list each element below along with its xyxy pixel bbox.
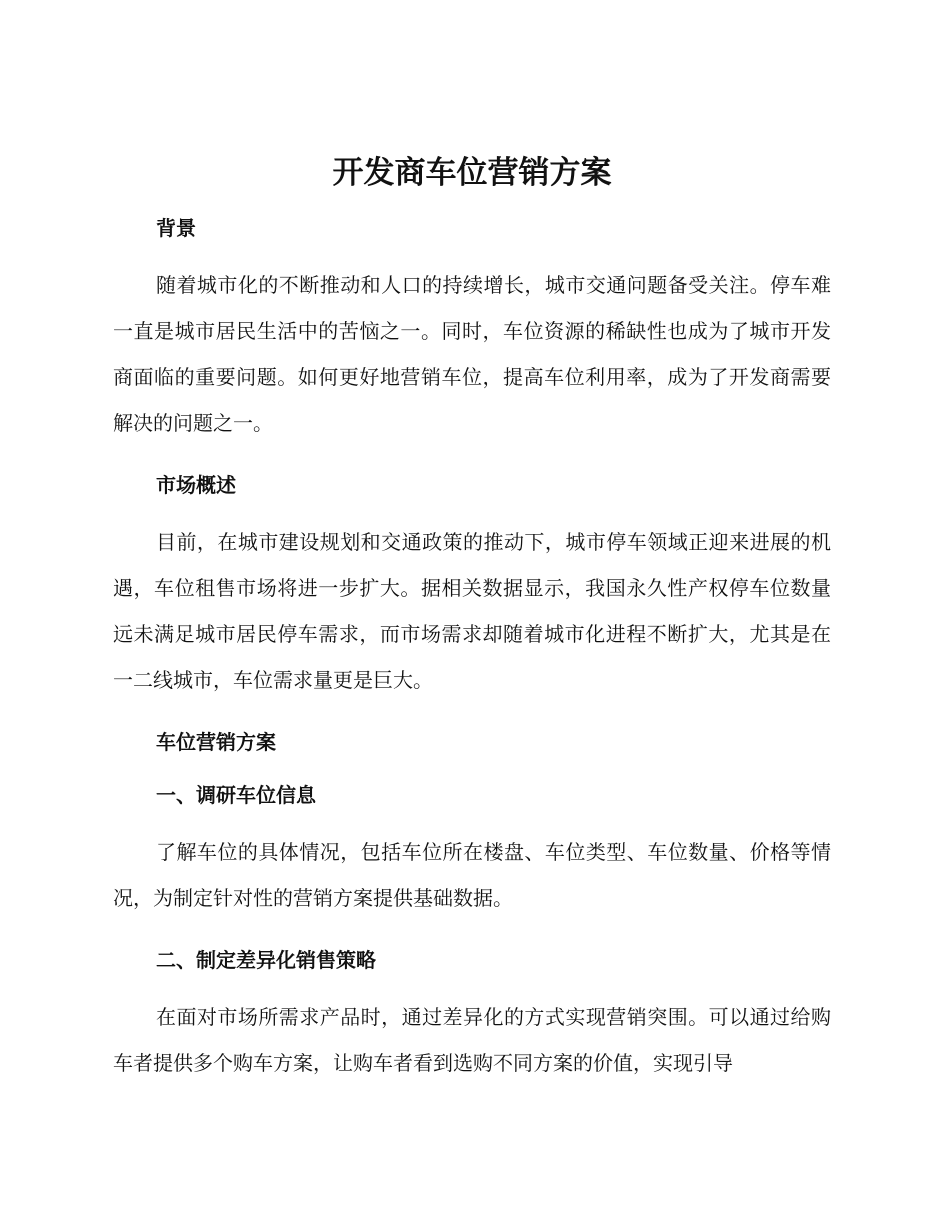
paragraph-background: 随着城市化的不断推动和人口的持续增长，城市交通问题备受关注。停车难一直是城市居民生活中的苦恼之一。同时，车位资源的稀缺性也成为了城市开发商面临的重要问题。如何更好地营销车位，提高车位利用率，成为了开发商需要解决的问题之一。 [113,273,831,435]
spacer [113,756,831,781]
spacer [113,446,831,471]
section-heading-marketing-plan: 车位营销方案 [156,730,276,754]
section-heading-research: 一、调研车位信息 [156,783,316,807]
spacer [113,921,831,946]
paragraph-research: 了解车位的具体情况，包括车位所在楼盘、车位类型、车位数量、价格等情况，为制定针对性的营销方案提供基础数据。 [113,840,831,910]
spacer [113,703,831,728]
document-content [113,152,831,1086]
document-title: 开发商车位营销方案 [332,155,612,191]
section-heading-differentiation: 二、制定差异化销售策略 [156,948,376,972]
spacer [113,499,831,519]
paragraph-differentiation: 在面对市场所需求产品时，通过差异化的方式实现营销突围。可以通过给购车者提供多个购车方案，让购车者看到选购不同方案的价值，实现引导 [113,1005,831,1075]
spacer [113,974,831,994]
section-heading-background: 背景 [156,216,196,240]
section-heading-market-overview: 市场概述 [156,473,236,497]
paragraph-market-overview: 目前，在城市建设规划和交通政策的推动下，城市停车领域正迎来进展的机遇，车位租售市场将进一步扩大。据相关数据显示，我国永久性产权停车位数量远未满足城市居民停车需求，而市场需求却随着城市化进程不断扩大，尤其是在一二线城市，车位需求量更是巨大。 [113,530,831,692]
spacer [113,242,831,262]
spacer [113,809,831,829]
